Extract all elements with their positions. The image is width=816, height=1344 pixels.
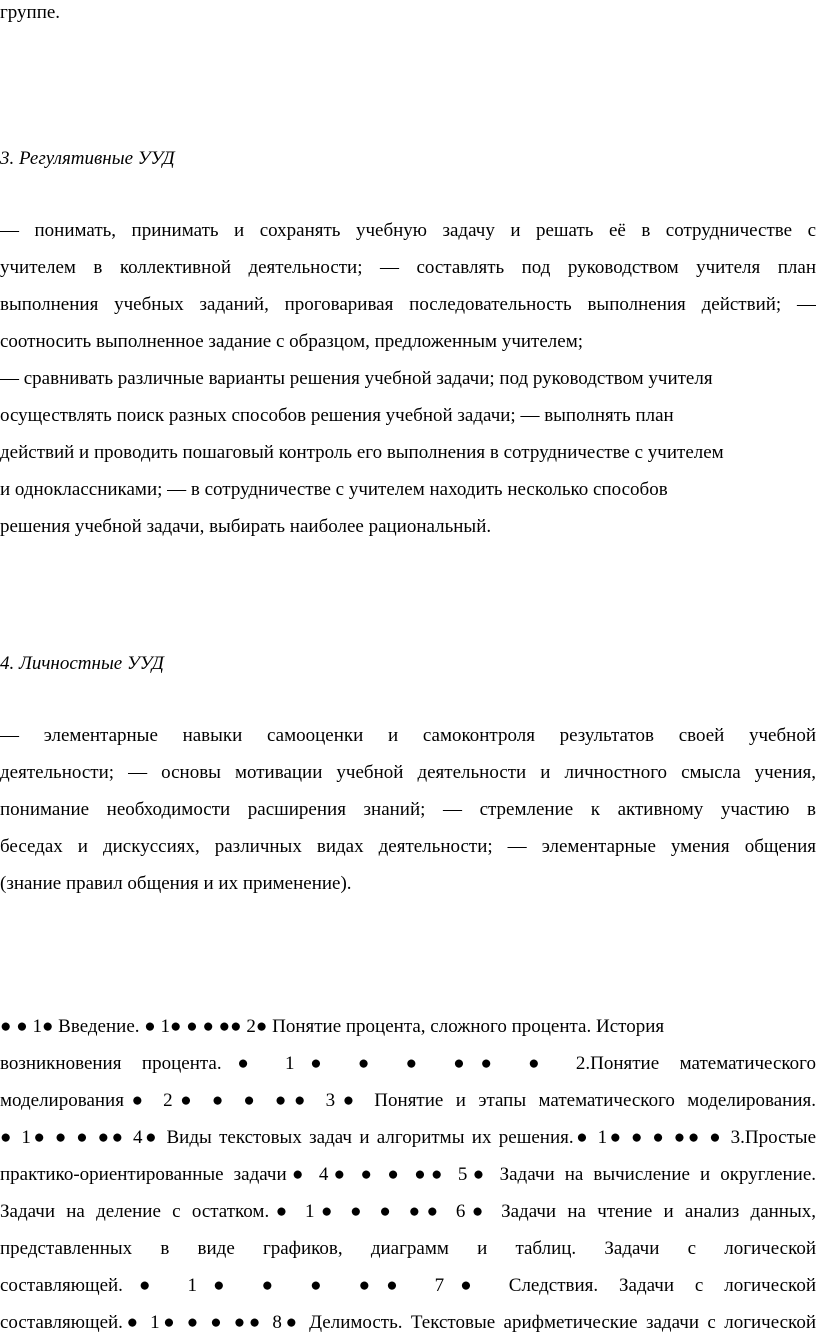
section-3-heading: 3. Регулятивные УУД [0, 148, 175, 169]
paragraph-line: деятельности; — основы мотивации учебной деятельности и личностного смысла учения, [0, 762, 816, 783]
paragraph-line: — элементарные навыки самооценки и самоконтроля результатов своей учебной [0, 725, 816, 746]
toc-line: представленных в виде графиков, диаграмм и таблиц. Задачи с логической [0, 1238, 816, 1259]
toc-line: ● ● 1● Введение. ● 1● ● ● ●● 2● Понятие процента, сложного процента. История [0, 1016, 665, 1037]
paragraph-line: (знание правил общения и их применение). [0, 873, 352, 894]
section-4-heading: 4. Личностные УУД [0, 653, 164, 674]
toc-line: возникновения процента.● 1● ● ● ●● ● 2.Понятие математического [0, 1053, 816, 1074]
section-3-paragraph [0, 212, 816, 545]
paragraph-line: понимание необходимости расширения знаний; — стремление к активному участию в [0, 799, 816, 820]
paragraph-line: учителем в коллективной деятельности; — составлять под руководством учителя план [0, 257, 816, 278]
paragraph-line: — сравнивать различные варианты решения учебной задачи; под руководством учителя [0, 368, 713, 389]
paragraph-line: действий и проводить пошаговый контроль его выполнения в сотрудничестве с учителем [0, 442, 724, 463]
toc-line: составляющей.● 1● ● ● ●● 8● Делимость. Текстовые арифметические задачи с логической [0, 1312, 816, 1333]
toc-line: ● 1● ● ● ●● 4● Виды текстовых задач и алгоритмы их решения.● 1● ● ● ●● ● 3.Простые [0, 1127, 816, 1148]
paragraph-line: — понимать, принимать и сохранять учебную задачу и решать её в сотрудничестве с [0, 220, 816, 241]
paragraph-line: и одноклассниками; — в сотрудничестве с учителем находить несколько способов [0, 479, 668, 500]
paragraph-line: выполнения учебных заданий, проговаривая последовательность выполнения действий; — [0, 294, 816, 315]
paragraph-line: решения учебной задачи, выбирать наиболее рациональный. [0, 516, 492, 537]
toc-line: составляющей.● 1● ● ● ●● 7● Следствия. Задачи с логической [0, 1275, 816, 1296]
paragraph-line: беседах и дискуссиях, различных видах деятельности; — элементарные умения общения [0, 836, 816, 857]
table-of-contents [0, 1008, 816, 1341]
toc-line: моделирования● 2● ● ● ●● 3● Понятие и этапы математического моделирования. [0, 1090, 816, 1111]
toc-line: Задачи на деление с остатком.● 1● ● ● ●● 6● Задачи на чтение и анализ данных, [0, 1201, 816, 1222]
paragraph-line: соотносить выполненное задание с образцом, предложенным учителем; [0, 331, 583, 352]
toc-line: практико-ориентированные задачи● 4● ● ● ●● 5● Задачи на вычисление и округление. [0, 1164, 816, 1185]
paragraph-line: осуществлять поиск разных способов решения учебной задачи; — выполнять план [0, 405, 674, 426]
section-4-paragraph [0, 717, 816, 902]
top-fragment: группе. [0, 2, 61, 23]
